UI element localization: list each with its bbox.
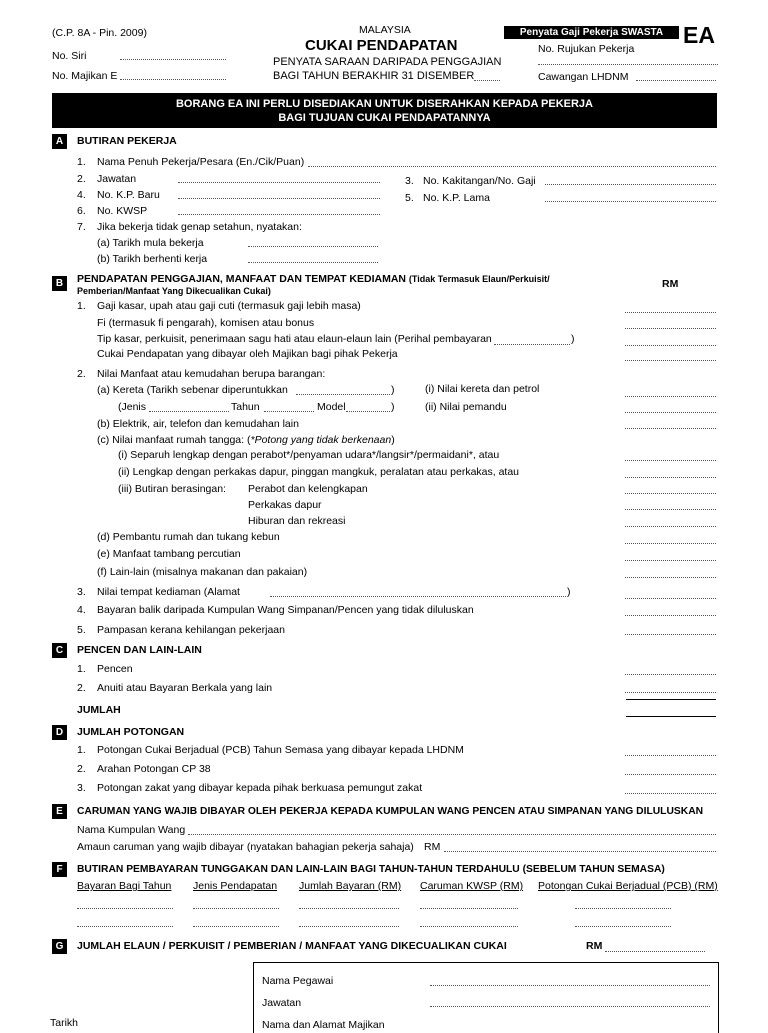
arrears-amount-field-2[interactable]: [299, 926, 399, 927]
zakat-label: Potongan zakat yang dibayar kepada pihak berkuasa pemungut zakat: [97, 782, 423, 794]
arrears-year-field-2[interactable]: [77, 926, 173, 927]
officer-position-label: Jawatan: [262, 997, 302, 1009]
residence-label: Nilai tempat kediaman (Alamat: [97, 586, 240, 598]
end-date-field[interactable]: [248, 262, 378, 263]
annuity-field[interactable]: [625, 692, 716, 693]
furniture-label: Perabot dan kelengkapan: [248, 483, 368, 495]
section-e-badge: E: [52, 804, 67, 819]
fees-field[interactable]: [625, 328, 716, 329]
new-ic-field[interactable]: [178, 198, 380, 199]
section-b-title-note: (Tidak Termasuk Elaun/Perkuisit/: [408, 274, 550, 284]
c2-index: 2.: [77, 682, 86, 694]
car-model-close-paren: ): [391, 401, 395, 413]
entertainment-field[interactable]: [625, 526, 716, 527]
b3-index: 3.: [77, 586, 86, 598]
a3-label: No. Kakitangan/No. Gaji: [423, 175, 536, 187]
section-c-badge: C: [52, 643, 67, 658]
arrears-epf-field-2[interactable]: [420, 926, 518, 927]
section-b-title: [77, 273, 550, 285]
kitchen-label: Perkakas dapur: [248, 499, 322, 511]
a3-index: 3.: [405, 175, 414, 187]
full-name-field[interactable]: [308, 166, 716, 167]
arrears-amount-field-1[interactable]: [299, 908, 399, 909]
pension-field[interactable]: [625, 674, 716, 675]
serial-field[interactable]: [120, 59, 226, 60]
section-e-title: CARUMAN YANG WAJIB DIBAYAR OLEH PEKERJA KEPADA KUMPULAN WANG PENCEN ATAU SIMPANAN YANG DILULUSKAN: [77, 806, 704, 817]
tips-close-paren: ): [571, 333, 575, 345]
total-label: JUMLAH: [77, 704, 121, 716]
officer-name-field[interactable]: [430, 985, 710, 986]
a6-label: No. KWSP: [97, 205, 148, 217]
zakat-field[interactable]: [625, 793, 716, 794]
form-subtitle: PENYATA SARAAN DARIPADA PENGGAJIAN: [273, 56, 502, 68]
a2-label: Jawatan: [97, 173, 137, 185]
driver-value-label: (ii) Nilai pemandu: [425, 401, 507, 413]
car-year-label: Tahun: [231, 401, 260, 413]
kitchen-field[interactable]: [625, 509, 716, 510]
a7-index: 7.: [77, 221, 86, 233]
country-label: MALAYSIA: [359, 24, 411, 36]
c1-index: 1.: [77, 663, 86, 675]
arrears-year-field-1[interactable]: [77, 908, 173, 909]
car-type-label: (Jenis: [118, 401, 147, 413]
contribution-label: Amaun caruman yang wajib dibayar (nyatakan bahagian pekerja sahaja): [77, 841, 414, 853]
tax-paid-label: Cukai Pendapatan yang dibayar oleh Majikan bagi pihak Pekerja: [97, 348, 398, 360]
banner-line-2: BAGI TUJUAN CUKAI PENDAPATANNYA: [278, 112, 491, 124]
col-pcb: Potongan Cukai Berjadual (PCB) (RM): [538, 880, 718, 892]
furniture-field[interactable]: [625, 493, 716, 494]
section-b-title-main: PENDAPATAN PENGGAJIAN, MANFAAT DAN TEMPAT KEDIAMAN: [77, 273, 406, 285]
epf-field[interactable]: [178, 214, 380, 215]
ref-label: No. Rujukan Pekerja: [538, 43, 635, 55]
serial-label: No. Siri: [52, 50, 87, 62]
utilities-field[interactable]: [625, 428, 716, 429]
end-date-label: (b) Tarikh berhenti kerja: [97, 253, 208, 265]
car-label: (a) Kereta (Tarikh sebenar diperuntukkan: [97, 384, 288, 396]
tips-label: Tip kasar, perkuisit, penerimaan sagu hati atau elaun-elaun lain (Perihal pembayaran: [97, 333, 492, 345]
employer-no-field[interactable]: [120, 79, 226, 80]
old-ic-field[interactable]: [545, 201, 716, 202]
fully-furnished-label: (ii) Lengkap dengan perkakas dapur, pinggan mangkuk, peralatan atau perkakas, atau: [118, 466, 520, 478]
fund-name-field[interactable]: [188, 834, 716, 835]
instruction-banner: [52, 93, 717, 128]
employer-name-label: Nama dan Alamat Majikan: [262, 1019, 385, 1031]
servant-label: (d) Pembantu rumah dan tukang kebun: [97, 531, 280, 543]
leave-passage-field[interactable]: [625, 560, 716, 561]
cp38-label: Arahan Potongan CP 38: [97, 763, 211, 775]
arrears-type-field-1[interactable]: [193, 908, 279, 909]
tips-field[interactable]: [625, 345, 716, 346]
a6-index: 6.: [77, 205, 86, 217]
pcb-label: Potongan Cukai Berjadual (PCB) Tahun Semasa yang dibayar kepada LHDNM: [97, 744, 464, 756]
a4-index: 4.: [77, 189, 86, 201]
household-close-paren: ): [391, 434, 395, 446]
car-year-field[interactable]: [264, 411, 314, 412]
total-field[interactable]: [626, 716, 716, 717]
arrears-type-field-2[interactable]: [193, 926, 279, 927]
contribution-field[interactable]: [444, 851, 716, 852]
compensation-label: Pampasan kerana kehilangan pekerjaan: [97, 624, 285, 636]
staff-no-field[interactable]: [545, 184, 716, 185]
d1-index: 1.: [77, 744, 86, 756]
section-d-title: JUMLAH POTONGAN: [77, 726, 185, 738]
driver-value-field[interactable]: [625, 412, 716, 413]
form-title: CUKAI PENDAPATAN: [305, 37, 458, 54]
semi-furnished-label: (i) Separuh lengkap dengan perabot*/penyaman udara*/langsir*/permaidani*, atau: [118, 449, 500, 461]
section-b-title-note-2: Pemberian/Manfaat Yang Dikecualikan Cukai): [77, 286, 271, 296]
section-b-badge: B: [52, 276, 67, 291]
leave-passage-label: (e) Manfaat tambang percutian: [97, 548, 241, 560]
form-code: (C.P. 8A - Pin. 2009): [52, 27, 147, 39]
banner-line-1: BORANG EA INI PERLU DISEDIAKAN UNTUK DISERAHKAN KEPADA PEKERJA: [175, 98, 593, 110]
section-g-rm: RM: [586, 940, 603, 952]
form-letter: EA: [683, 22, 715, 48]
start-date-label: (a) Tarikh mula bekerja: [97, 237, 204, 249]
position-field[interactable]: [178, 182, 380, 183]
gross-salary-label: Gaji kasar, upah atau gaji cuti (termasuk gaji lebih masa): [97, 300, 361, 312]
household-note: *Potong yang tidak berkenaan: [250, 434, 392, 446]
section-g-title: JUMLAH ELAUN / PERKUISIT / PEMBERIAN / MANFAAT YANG DIKECUALIKAN CUKAI: [77, 940, 507, 952]
tax-paid-field[interactable]: [625, 360, 716, 361]
annuity-label: Anuiti atau Bayaran Berkala yang lain: [97, 682, 273, 694]
contribution-rm: RM: [424, 841, 441, 853]
itemised-label: (iii) Butiran berasingan:: [118, 483, 226, 495]
officer-name-label: Nama Pegawai: [262, 975, 334, 987]
b2-index: 2.: [77, 368, 86, 380]
others-label: (f) Lain-lain (misalnya makanan dan pakaian): [97, 566, 308, 578]
residence-value-field[interactable]: [625, 598, 716, 599]
fully-furnished-field[interactable]: [625, 477, 716, 478]
a7-label: Jika bekerja tidak genap setahun, nyatakan:: [97, 221, 302, 233]
utilities-label: (b) Elektrik, air, telefon dan kemudahan lain: [97, 418, 299, 430]
car-model-field[interactable]: [346, 411, 390, 412]
servant-field[interactable]: [625, 543, 716, 544]
employer-no-label: No. Majikan E: [52, 70, 118, 82]
gross-salary-field[interactable]: [625, 312, 716, 313]
refund-label: Bayaran balik daripada Kumpulan Wang Simpanan/Pencen yang tidak diluluskan: [97, 604, 474, 616]
section-g-badge: G: [52, 939, 67, 954]
branch-label: Cawangan LHDNM: [538, 71, 629, 83]
section-c-title: PENCEN DAN LAIN-LAIN: [77, 644, 202, 656]
b1-index: 1.: [77, 300, 86, 312]
officer-position-field[interactable]: [430, 1006, 710, 1007]
b5-index: 5.: [77, 624, 86, 636]
household-label-text: (c) Nilai manfaat rumah tangga: (: [97, 434, 251, 446]
b4-index: 4.: [77, 604, 86, 616]
car-close-paren: ): [391, 384, 395, 396]
date-label: Tarikh: [50, 1017, 79, 1029]
payment-description-field[interactable]: [494, 344, 570, 345]
benefits-label: Nilai Manfaat atau kemudahan berupa barangan:: [97, 368, 326, 380]
section-a-badge: A: [52, 134, 67, 149]
cp38-field[interactable]: [625, 774, 716, 775]
private-employee-badge: Penyata Gaji Pekerja SWASTA: [504, 26, 679, 39]
d2-index: 2.: [77, 763, 86, 775]
arrears-pcb-field-1[interactable]: [575, 908, 671, 909]
arrears-pcb-field-2[interactable]: [575, 926, 671, 927]
car-type-field[interactable]: [149, 411, 229, 412]
a1-label: Nama Penuh Pekerja/Pesara (En./Cik/Puan): [97, 156, 305, 168]
d3-index: 3.: [77, 782, 86, 794]
pcb-field[interactable]: [625, 755, 716, 756]
exempt-total-field[interactable]: [605, 951, 705, 952]
refund-field[interactable]: [625, 615, 716, 616]
section-a-title: BUTIRAN PEKERJA: [77, 135, 177, 147]
year-label: BAGI TAHUN BERAKHIR 31 DISEMBER: [273, 70, 475, 82]
a5-index: 5.: [405, 192, 414, 204]
rm-header: RM: [662, 278, 679, 290]
start-date-field[interactable]: [248, 246, 378, 247]
fees-label: Fi (termasuk fi pengarah), komisen atau bonus: [97, 317, 315, 329]
year-field[interactable]: [474, 80, 500, 81]
compensation-field[interactable]: [625, 634, 716, 635]
residence-address-field[interactable]: [270, 596, 566, 597]
section-f-badge: F: [52, 862, 67, 877]
a5-label: No. K.P. Lama: [423, 192, 490, 204]
col-payment: Jumlah Bayaran (RM): [299, 880, 402, 892]
col-income-type: Jenis Pendapatan: [193, 880, 278, 892]
car-value-field[interactable]: [625, 396, 716, 397]
branch-field[interactable]: [636, 80, 716, 81]
arrears-epf-field-1[interactable]: [420, 908, 518, 909]
fund-name-label: Nama Kumpulan Wang: [77, 824, 186, 836]
car-model-label: Model: [317, 401, 346, 413]
entertainment-label: Hiburan dan rekreasi: [248, 515, 346, 527]
car-value-label: (i) Nilai kereta dan petrol: [425, 383, 540, 395]
semi-furnished-field[interactable]: [625, 460, 716, 461]
pension-label: Pencen: [97, 663, 133, 675]
a1-index: 1.: [77, 156, 86, 168]
household-label: [97, 434, 395, 446]
residence-close-paren: ): [567, 586, 571, 598]
col-epf: Caruman KWSP (RM): [420, 880, 524, 892]
car-date-field[interactable]: [296, 394, 390, 395]
col-year: Bayaran Bagi Tahun: [77, 880, 172, 892]
section-f-title: BUTIRAN PEMBAYARAN TUNGGAKAN DAN LAIN-LAIN BAGI TAHUN-TAHUN TERDAHULU (SEBELUM TAHUN SEMASA): [77, 864, 665, 875]
others-field[interactable]: [625, 577, 716, 578]
a2-index: 2.: [77, 173, 86, 185]
section-d-badge: D: [52, 725, 67, 740]
ref-field[interactable]: [538, 64, 718, 65]
a4-label: No. K.P. Baru: [97, 189, 160, 201]
total-top-rule: [626, 699, 716, 700]
